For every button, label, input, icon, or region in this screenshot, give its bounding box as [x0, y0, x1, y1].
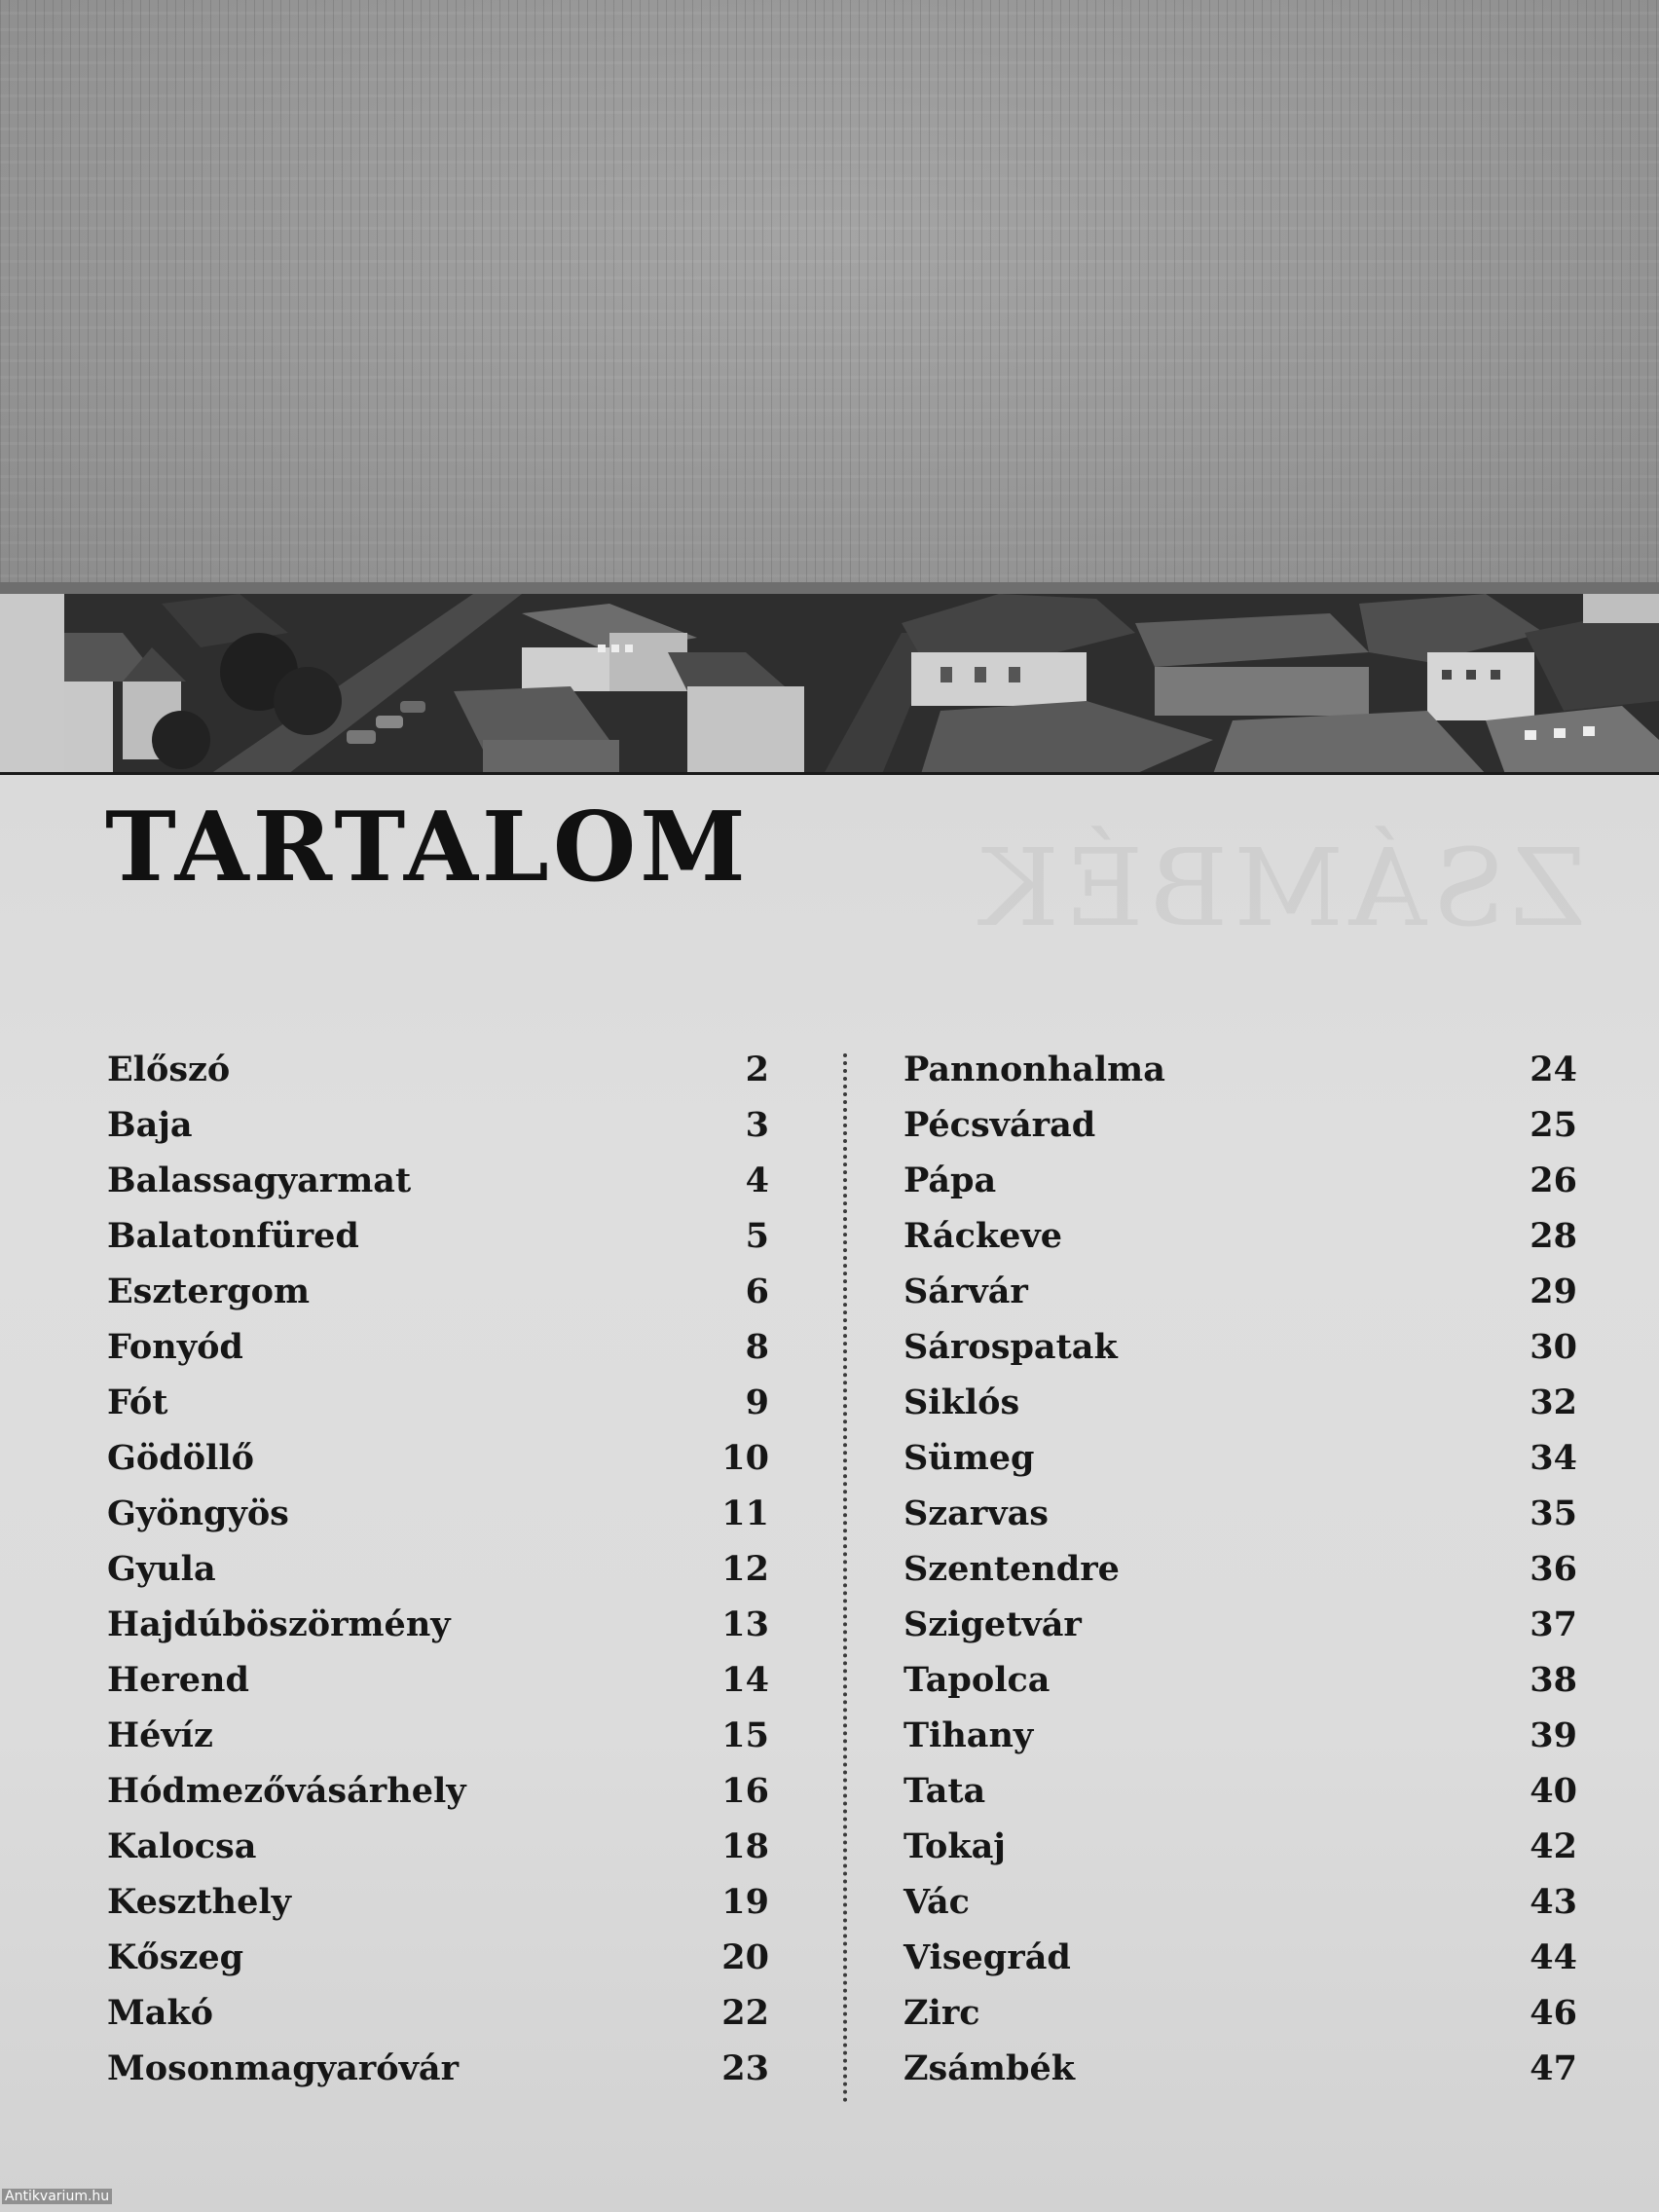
toc-entry-page-number: 20: [721, 1937, 769, 1977]
toc-entry: [903, 1272, 1577, 1327]
toc-entry: [903, 1105, 1577, 1161]
toc-entry: [903, 1937, 1577, 1993]
toc-entry: [107, 1549, 769, 1604]
toc-entry-page-number: 10: [721, 1438, 769, 1478]
toc-entry-name: Vác: [903, 1882, 970, 1922]
toc-entry-name: Balatonfüred: [107, 1216, 359, 1256]
toc-entry-name: Siklós: [903, 1382, 1020, 1422]
toc-entry: [903, 1993, 1577, 2048]
toc-entry-name: Tokaj: [903, 1826, 1006, 1866]
toc-entry-name: Pápa: [903, 1161, 997, 1200]
show-through-text: ZSÁMBÉK: [974, 826, 1587, 950]
toc-entry-name: Szentendre: [903, 1549, 1120, 1589]
rooftops-illustration: [64, 594, 1659, 774]
toc-entry: [903, 1327, 1577, 1382]
toc-entry-page-number: 44: [1530, 1937, 1577, 1977]
toc-entry-name: Tihany: [903, 1715, 1034, 1755]
toc-entry: [903, 1050, 1577, 1105]
toc-entry-name: Sárvár: [903, 1272, 1028, 1311]
toc-entry-page-number: 16: [721, 1771, 769, 1811]
toc-entry: [107, 1272, 769, 1327]
toc-entry-page-number: 15: [721, 1715, 769, 1755]
toc-entry: [903, 1771, 1577, 1826]
toc-entry-page-number: 18: [721, 1826, 769, 1866]
toc-entry: [107, 1327, 769, 1382]
toc-entry: [107, 1604, 769, 1660]
toc-entry-page-number: 39: [1530, 1715, 1577, 1755]
toc-entry-page-number: 24: [1530, 1050, 1577, 1089]
toc-entry-name: Kalocsa: [107, 1826, 257, 1866]
toc-entry-name: Mosonmagyaróvár: [107, 2048, 460, 2088]
toc-entry-page-number: 47: [1530, 2048, 1577, 2088]
toc-entry: [107, 1771, 769, 1826]
toc-entry: [903, 2048, 1577, 2104]
toc-entry-page-number: 43: [1530, 1882, 1577, 1922]
toc-entry-page-number: 34: [1530, 1438, 1577, 1478]
toc-entry-page-number: 4: [745, 1161, 769, 1200]
toc-entry-name: Pannonhalma: [903, 1050, 1165, 1089]
toc-entry-page-number: 8: [745, 1327, 769, 1367]
toc-entry-page-number: 9: [745, 1382, 769, 1422]
toc-entry-name: Gyula: [107, 1549, 216, 1589]
toc-entry: [107, 1937, 769, 1993]
toc-entry-name: Fonyód: [107, 1327, 243, 1367]
toc-entry: [107, 1660, 769, 1715]
toc-entry-name: Makó: [107, 1993, 214, 2033]
toc-entry-page-number: 36: [1530, 1549, 1577, 1589]
toc-entry: [903, 1882, 1577, 1937]
toc-entry-page-number: 5: [745, 1216, 769, 1256]
toc-entry-page-number: 37: [1530, 1604, 1577, 1644]
toc-entry-name: Esztergom: [107, 1272, 310, 1311]
toc-entry-page-number: 19: [721, 1882, 769, 1922]
toc-entry: [903, 1493, 1577, 1549]
toc-entry-page-number: 38: [1530, 1660, 1577, 1700]
watermark: Antikvarium.hu: [2, 2189, 112, 2204]
toc-entry-name: Hódmezővásárhely: [107, 1771, 466, 1811]
toc-entry: [107, 1715, 769, 1771]
toc-entry: [107, 1161, 769, 1216]
toc-entry-page-number: 42: [1530, 1826, 1577, 1866]
dotted-column-divider: [843, 1053, 847, 2103]
page-title: TARTALOM: [105, 792, 750, 903]
toc-entry-name: Kőszeg: [107, 1937, 244, 1977]
toc-entry: [107, 1050, 769, 1105]
toc-entry-name: Pécsvárad: [903, 1105, 1096, 1145]
toc-entry: [107, 1882, 769, 1937]
toc-entry-page-number: 22: [721, 1993, 769, 2033]
toc-entry: [903, 1382, 1577, 1438]
toc-entry-page-number: 25: [1530, 1105, 1577, 1145]
toc-entry-name: Balassagyarmat: [107, 1161, 412, 1200]
toc-entry-name: Baja: [107, 1105, 193, 1145]
toc-entry-name: Ráckeve: [903, 1216, 1063, 1256]
toc-entry: [903, 1549, 1577, 1604]
toc-entry: [107, 1993, 769, 2048]
toc-entry-page-number: 23: [721, 2048, 769, 2088]
toc-entry: [107, 1493, 769, 1549]
toc-entry-page-number: 2: [745, 1050, 769, 1089]
toc-entry: [107, 1105, 769, 1161]
toc-entry-name: Gödöllő: [107, 1438, 254, 1478]
toc-entry-page-number: 30: [1530, 1327, 1577, 1367]
toc-entry: [903, 1161, 1577, 1216]
toc-entry-name: Keszthely: [107, 1882, 292, 1922]
toc-entry-name: Tapolca: [903, 1660, 1051, 1700]
toc-entry-name: Zsámbék: [903, 2048, 1075, 2088]
toc-entry-page-number: 12: [721, 1549, 769, 1589]
page-edge: [0, 582, 1659, 594]
toc-entry-page-number: 29: [1530, 1272, 1577, 1311]
toc-entry: [903, 1715, 1577, 1771]
toc-entry-name: Szarvas: [903, 1493, 1049, 1533]
toc-entry: [903, 1216, 1577, 1272]
toc-entry-page-number: 35: [1530, 1493, 1577, 1533]
toc-entry: [903, 1660, 1577, 1715]
toc-right-column: [903, 1050, 1577, 2104]
toc-entry-page-number: 14: [721, 1660, 769, 1700]
toc-entry: [903, 1604, 1577, 1660]
toc-entry-name: Tata: [903, 1771, 986, 1811]
town-rooftops-photo: [64, 594, 1659, 774]
toc-entry-name: Fót: [107, 1382, 168, 1422]
toc-entry-name: Sümeg: [903, 1438, 1035, 1478]
toc-entry: [903, 1438, 1577, 1493]
toc-entry-page-number: 3: [745, 1105, 769, 1145]
toc-entry-name: Szigetvár: [903, 1604, 1082, 1644]
page-margin-strip: [0, 594, 64, 774]
toc-entry-page-number: 11: [721, 1493, 769, 1533]
toc-entry: [903, 1826, 1577, 1882]
toc-entry-page-number: 6: [745, 1272, 769, 1311]
textured-background: [0, 0, 1659, 594]
toc-entry-name: Hévíz: [107, 1715, 213, 1755]
toc-entry-name: Előszó: [107, 1050, 231, 1089]
photo-bottom-rule: [0, 772, 1659, 775]
toc-entry-name: Herend: [107, 1660, 249, 1700]
toc-entry-page-number: 26: [1530, 1161, 1577, 1200]
toc-entry-name: Zirc: [903, 1993, 980, 2033]
toc-entry-page-number: 40: [1530, 1771, 1577, 1811]
toc-entry: [107, 2048, 769, 2104]
toc-entry-page-number: 32: [1530, 1382, 1577, 1422]
toc-entry-name: Gyöngyös: [107, 1493, 289, 1533]
toc-entry-page-number: 13: [721, 1604, 769, 1644]
toc-entry: [107, 1216, 769, 1272]
toc-entry-page-number: 28: [1530, 1216, 1577, 1256]
toc-entry-name: Visegrád: [903, 1937, 1071, 1977]
toc-entry-name: Hajdúböszörmény: [107, 1604, 451, 1644]
toc-entry-name: Sárospatak: [903, 1327, 1118, 1367]
toc-entry-page-number: 46: [1530, 1993, 1577, 2033]
toc-entry: [107, 1382, 769, 1438]
toc-entry: [107, 1438, 769, 1493]
toc-entry: [107, 1826, 769, 1882]
toc-left-column: [107, 1050, 769, 2104]
